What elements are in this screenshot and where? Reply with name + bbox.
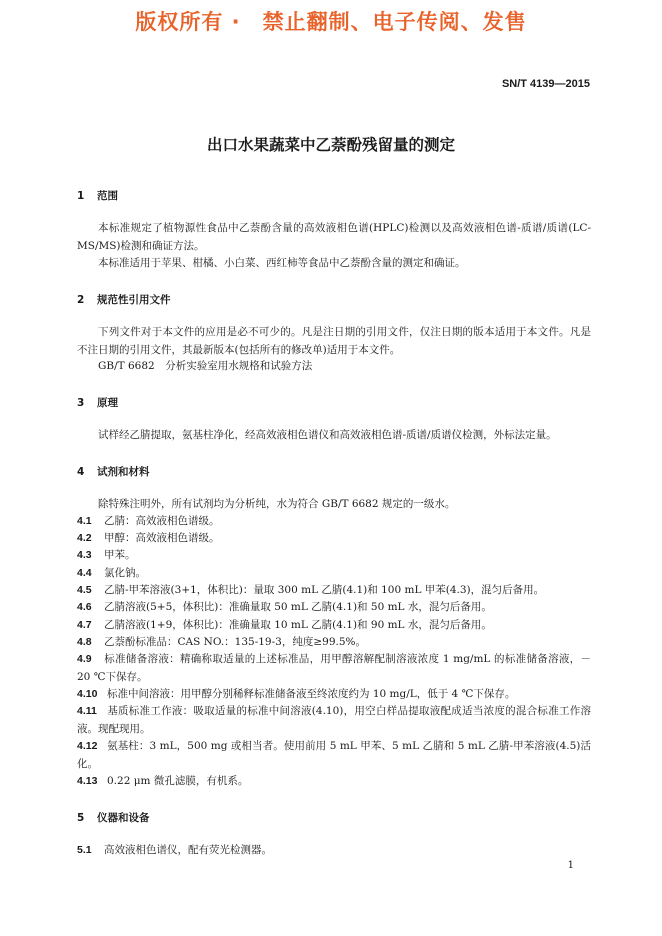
item-number: 4.3 — [77, 549, 92, 561]
standard-number: SN/T 4139—2015 — [501, 78, 590, 90]
item-text: 氯化钠。 — [104, 567, 146, 579]
reagent-item — [77, 530, 591, 548]
section-title: 原理 — [97, 397, 118, 409]
item-text: 基质标准工作液：吸取适量的标准中间溶液(4.10)，用空白样品提取液配成适当浓度的混合标准工作溶液。现配现用。 — [77, 705, 591, 735]
item-number: 4.10 — [77, 688, 98, 700]
section-title: 规范性引用文件 — [97, 294, 171, 306]
item-text: 乙腈：高效液相色谱级。 — [104, 515, 220, 527]
reagent-item — [77, 634, 591, 652]
item-text: 乙腈-甲苯溶液(3+1，体积比)：量取 300 mL 乙腈(4.1)和 100 mL 甲苯(4.3)，混匀后备用。 — [104, 584, 545, 596]
reagent-item — [77, 686, 591, 704]
item-text: 乙萘酚标准品：CAS NO.：135-19-3，纯度≥99.5%。 — [104, 636, 366, 648]
section-title: 范围 — [97, 190, 118, 202]
item-text: 甲苯。 — [104, 549, 136, 561]
document-title: 出口水果蔬菜中乙萘酚残留量的测定 — [206, 136, 455, 154]
section-number: 2 — [77, 294, 85, 306]
reagent-item — [77, 703, 591, 738]
item-number: 4.4 — [77, 567, 92, 579]
scope-paragraph-2: 本标准适用于苹果、柑橘、小白菜、西红柿等食品中乙萘酚含量的测定和确证。 — [98, 257, 466, 269]
item-number: 4.1 — [77, 515, 92, 527]
item-number: 4.9 — [77, 653, 92, 665]
item-number: 4.2 — [77, 532, 92, 544]
reagent-item — [77, 651, 591, 686]
principle-paragraph-1: 试样经乙腈提取，氨基柱净化，经高效液相色谱仪和高效液相色谱-质谱/质谱仪检测，外标法定量。 — [98, 429, 557, 441]
section-number: 3 — [77, 397, 85, 409]
reference-item: GB/T 6682 分析实验室用水规格和试验方法 — [98, 360, 313, 372]
reagent-item — [77, 565, 591, 583]
reagent-item — [77, 599, 591, 617]
item-text: 标准储备溶液：精确称取适量的上述标准品，用甲醇溶解配制溶液浓度 1 mg/mL 的标准储备溶液，－20 ℃下保存。 — [77, 653, 591, 683]
item-number: 4.5 — [77, 584, 92, 596]
item-text: 甲醇：高效液相色谱级。 — [104, 532, 220, 544]
section-number: 1 — [77, 190, 85, 202]
section-number: 5 — [77, 812, 85, 824]
page-number: 1 — [567, 860, 574, 871]
item-number: 4.13 — [77, 775, 98, 787]
section-heading-apparatus — [77, 810, 150, 825]
reagent-item — [77, 617, 591, 635]
item-number: 4.12 — [77, 740, 98, 752]
reagent-item — [77, 582, 591, 600]
item-text: 氨基柱：3 mL，500 mg 或相当者。使用前用 5 mL 甲苯、5 mL 乙腈和 5 mL 乙腈-甲苯溶液(4.5)活化。 — [77, 740, 591, 770]
section-title: 仪器和设备 — [97, 812, 150, 824]
reagent-item — [77, 547, 591, 565]
reagents-intro: 除特殊注明外，所有试剂均为分析纯，水为符合 GB/T 6682 规定的一级水。 — [98, 498, 456, 510]
item-text: 标准中间溶液：用甲醇分别稀释标准储备液至终浓度约为 10 mg/L，低于 4 ℃下保存。 — [107, 688, 516, 700]
section-title: 试剂和材料 — [97, 466, 150, 478]
item-text: 乙腈溶液(5+5，体积比)：准确量取 50 mL 乙腈(4.1)和 50 mL 水，混匀后备用。 — [104, 601, 492, 613]
watermark-banner: 版权所有 · 禁止翻制、电子传阅、发售 — [135, 10, 527, 34]
reagent-item — [77, 738, 591, 773]
section-heading-scope — [77, 188, 118, 203]
references-paragraph-1: 下列文件对于本文件的应用是必不可少的。凡是注日期的引用文件，仅注日期的版本适用于本文件。凡是不注日期的引用文件，其最新版本(包括所有的修改单)适用于本文件。 — [77, 326, 591, 356]
item-text: 0.22 μm 微孔滤膜，有机系。 — [107, 775, 249, 787]
scope-paragraph-1: 本标准规定了植物源性食品中乙萘酚含量的高效液相色谱(HPLC)检测以及高效液相色谱-质谱/质谱(LC-MS/MS)检测和确证方法。 — [77, 222, 591, 252]
item-number: 4.6 — [77, 601, 92, 613]
section-number: 4 — [77, 466, 85, 478]
apparatus-item — [77, 842, 591, 860]
section-heading-principle — [77, 395, 118, 410]
section-heading-references — [77, 292, 171, 307]
item-number: 4.8 — [77, 636, 92, 648]
section-heading-reagents — [77, 464, 150, 479]
item-number: 5.1 — [77, 844, 92, 856]
item-text: 高效液相色谱仪，配有荧光检测器。 — [104, 844, 272, 856]
item-number: 4.11 — [77, 705, 97, 717]
item-text: 乙腈溶液(1+9，体积比)：准确量取 10 mL 乙腈(4.1)和 90 mL 水，混匀后备用。 — [104, 619, 492, 631]
item-number: 4.7 — [77, 619, 92, 631]
reagent-item — [77, 773, 591, 791]
reagent-item — [77, 513, 591, 531]
